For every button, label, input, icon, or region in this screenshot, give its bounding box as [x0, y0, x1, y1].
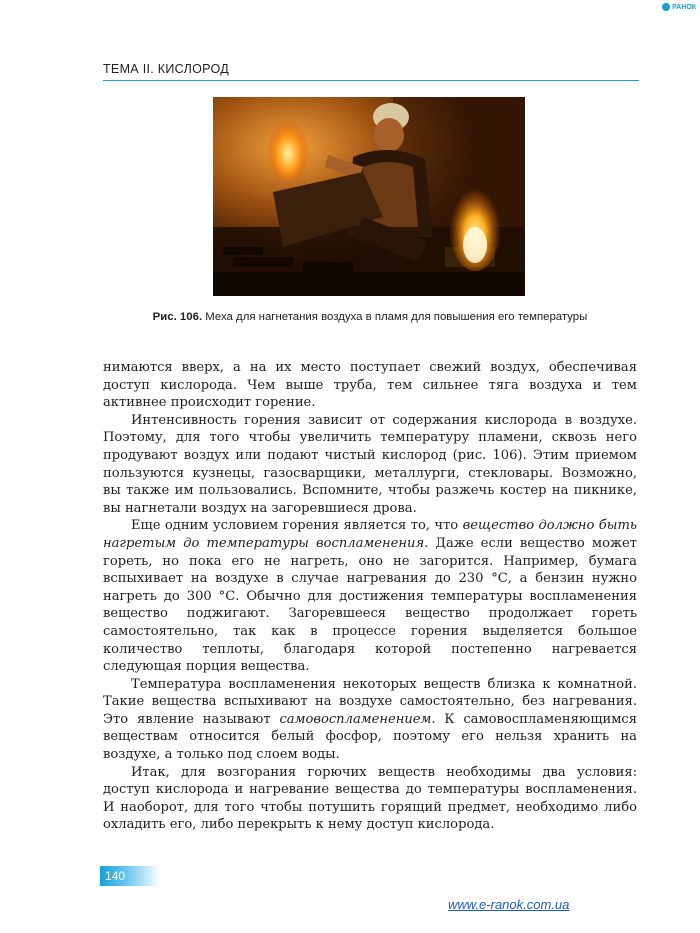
page-header	[103, 58, 639, 81]
figure-caption-text: Меха для нагнетания воздуха в пламя для повышения его температуры	[205, 311, 588, 323]
chapter-title: ТЕМА II. КИСЛОРОД	[103, 62, 229, 76]
figure-label: Рис. 106.	[152, 311, 203, 323]
paragraph-text: Температура воспламенения некоторых веществ близка к комнатной. Такие вещества вспыхивают на воздухе самостоятельно, без нагревания. Это явление называют	[103, 676, 637, 727]
emphasis-term: самовоспламенением.	[279, 711, 436, 727]
emphasis-term: вещество должно быть нагретым до температуры воспламенения.	[103, 518, 637, 551]
paragraph: нимаются вверх, а на их место поступает свежий воздух, обеспечивая доступ кислорода. Чем выше труба, тем сильнее тяга воздуха и тем активнее происходит горение.	[103, 360, 637, 411]
paragraph: Интенсивность горения зависит от содержания кислорода в воздухе. Поэтому, для того чтобы увеличить температуру пламени, сквозь него продувают воздух или подают чистый кислород (рис. 106). Этим приемом пользуются кузнецы, газосварщики, металлурги, стекловары. Возможно, вы также им пользовались. Вспомните, чтобы разжечь костер на пикнике, вы нагнетали воздух на загоревшиеся дрова.	[103, 412, 637, 516]
publisher-logo	[662, 3, 696, 11]
blacksmith-photo	[213, 97, 525, 296]
publisher-url-link[interactable]: www.e-ranok.com.ua	[448, 897, 570, 912]
page-number-badge	[100, 866, 160, 886]
paragraph-text: Даже если вещество может гореть, но пока его не нагреть, оно не загорится. Например, бумага вспыхивает на воздухе в случае нагревания до 230 °С, а бензин нужно нагреть до 300 °С. Обычно для достижения температуры воспламенения вещество поджигают. Загоревшееся вещество продолжает гореть самостоятельно, так как в процессе горения выделяется большое количество теплоты, благодаря которой постепенно нагревается следующая порция вещества.	[103, 535, 637, 675]
paragraph	[103, 517, 637, 675]
paragraph: Итак, для возгорания горючих веществ необходимы два условия: доступ кислорода и нагревание вещества до температуры воспламенения. И наоборот, для того чтобы потушить горящий предмет, необходимо либо охладить его, либо перекрыть к нему доступ кислорода.	[103, 764, 637, 833]
paragraph-text: Еще одним условием горения является то, что	[131, 518, 463, 534]
page-number: 140	[105, 869, 126, 883]
paragraph-text: К самовоспламеняющимся веществам относится белый фосфор, поэтому его нельзя хранить на воздухе, а только под слоем воды.	[103, 711, 637, 763]
figure-caption	[60, 311, 680, 323]
body-text	[103, 359, 637, 834]
left-flame	[266, 113, 310, 181]
forge-illustration	[213, 97, 525, 296]
paragraph	[103, 676, 637, 764]
publisher-logo-icon	[662, 3, 670, 11]
publisher-logo-text: РАНОК	[672, 3, 696, 11]
